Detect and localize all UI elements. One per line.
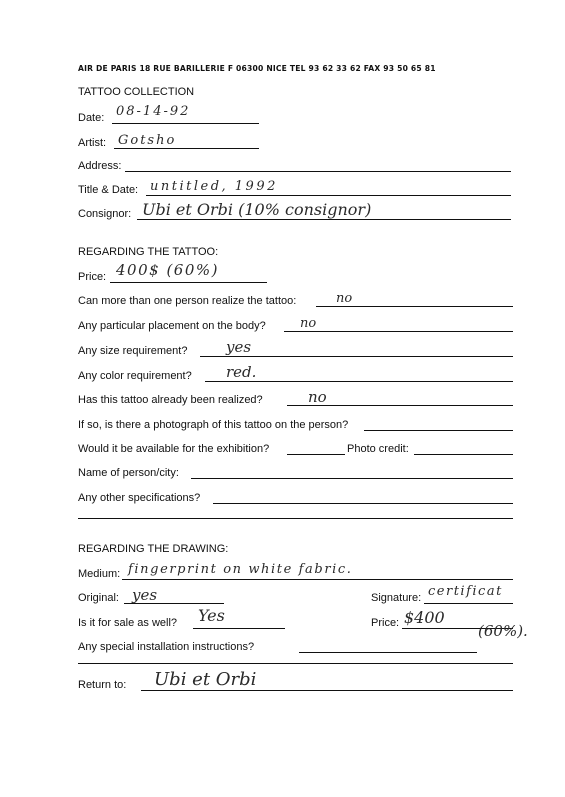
artist-label: Artist: bbox=[78, 137, 107, 149]
person-city-label: Name of person/city: bbox=[78, 467, 179, 479]
form-title: TATTOO COLLECTION bbox=[78, 86, 195, 98]
consignor-value: Ubi et Orbi (10% consignor) bbox=[142, 200, 372, 219]
other-specs-line bbox=[213, 503, 513, 504]
photograph-line bbox=[364, 430, 513, 431]
size-value: yes bbox=[226, 338, 252, 356]
for-sale-value: Yes bbox=[198, 606, 225, 625]
photo-credit-line bbox=[414, 454, 513, 455]
date-label: Date: bbox=[78, 112, 105, 124]
drawing-price-percent: (60%). bbox=[478, 622, 528, 640]
artist-value: Gotsho bbox=[118, 133, 177, 148]
title-date-label: Title & Date: bbox=[78, 184, 139, 196]
exhibition-line bbox=[287, 454, 345, 455]
placement-value: no bbox=[300, 316, 317, 331]
installation-label: Any special installation instructions? bbox=[78, 641, 255, 653]
installation-line bbox=[299, 652, 477, 653]
photograph-label: If so, is there a photograph of this tattoo on the person? bbox=[78, 419, 349, 431]
medium-line bbox=[122, 579, 513, 580]
tattoo-heading: REGARDING THE TATTOO: bbox=[78, 246, 219, 258]
more-than-one-label: Can more than one person realize the tattoo: bbox=[78, 295, 297, 307]
size-line bbox=[200, 356, 513, 357]
realized-label: Has this tattoo already been realized? bbox=[78, 394, 263, 406]
date-line bbox=[112, 123, 259, 124]
letterhead: AIR DE PARIS 18 RUE BARILLERIE F 06300 NICE TEL 93 62 33 62 FAX 93 50 65 81 bbox=[78, 64, 436, 73]
size-label: Any size requirement? bbox=[78, 345, 188, 357]
tattoo-price-value: 400$ (60%) bbox=[116, 261, 219, 279]
return-to-value: Ubi et Orbi bbox=[154, 669, 257, 690]
address-line bbox=[125, 171, 511, 172]
title-date-value: untitled, 1992 bbox=[150, 179, 278, 194]
for-sale-line bbox=[193, 628, 285, 629]
consignor-line bbox=[137, 219, 511, 220]
signature-value: certificat bbox=[428, 584, 503, 599]
tattoo-price-label: Price: bbox=[78, 271, 107, 283]
original-label: Original: bbox=[78, 592, 119, 604]
signature-label: Signature: bbox=[371, 592, 422, 604]
realized-value: no bbox=[308, 388, 327, 406]
date-value: 08-14-92 bbox=[116, 104, 191, 119]
person-city-line bbox=[191, 478, 513, 479]
color-label: Any color requirement? bbox=[78, 370, 192, 382]
color-value: red. bbox=[226, 363, 257, 381]
other-specs-label: Any other specifications? bbox=[78, 492, 201, 504]
drawing-price-value: $400 bbox=[404, 608, 445, 627]
signature-line bbox=[424, 603, 513, 604]
for-sale-label: Is it for sale as well? bbox=[78, 617, 178, 629]
placement-line bbox=[284, 331, 513, 332]
return-to-line bbox=[141, 690, 513, 691]
original-value: yes bbox=[132, 586, 158, 604]
consignor-label: Consignor: bbox=[78, 208, 132, 220]
medium-value: fingerprint on white fabric. bbox=[128, 562, 353, 577]
tattoo-price-line bbox=[110, 282, 267, 283]
placement-label: Any particular placement on the body? bbox=[78, 320, 266, 332]
artist-line bbox=[114, 148, 259, 149]
installation-line-2 bbox=[78, 663, 513, 664]
title-date-line bbox=[146, 195, 511, 196]
address-label: Address: bbox=[78, 160, 122, 172]
drawing-heading: REGARDING THE DRAWING: bbox=[78, 543, 229, 555]
photo-credit-label: Photo credit: bbox=[347, 443, 409, 455]
exhibition-label: Would it be available for the exhibition? bbox=[78, 443, 270, 455]
medium-label: Medium: bbox=[78, 568, 121, 580]
return-to-label: Return to: bbox=[78, 679, 127, 691]
more-than-one-line bbox=[316, 306, 513, 307]
drawing-price-label: Price: bbox=[371, 617, 400, 629]
other-specs-line-2 bbox=[78, 518, 513, 519]
more-than-one-value: no bbox=[336, 291, 353, 306]
color-line bbox=[205, 381, 513, 382]
